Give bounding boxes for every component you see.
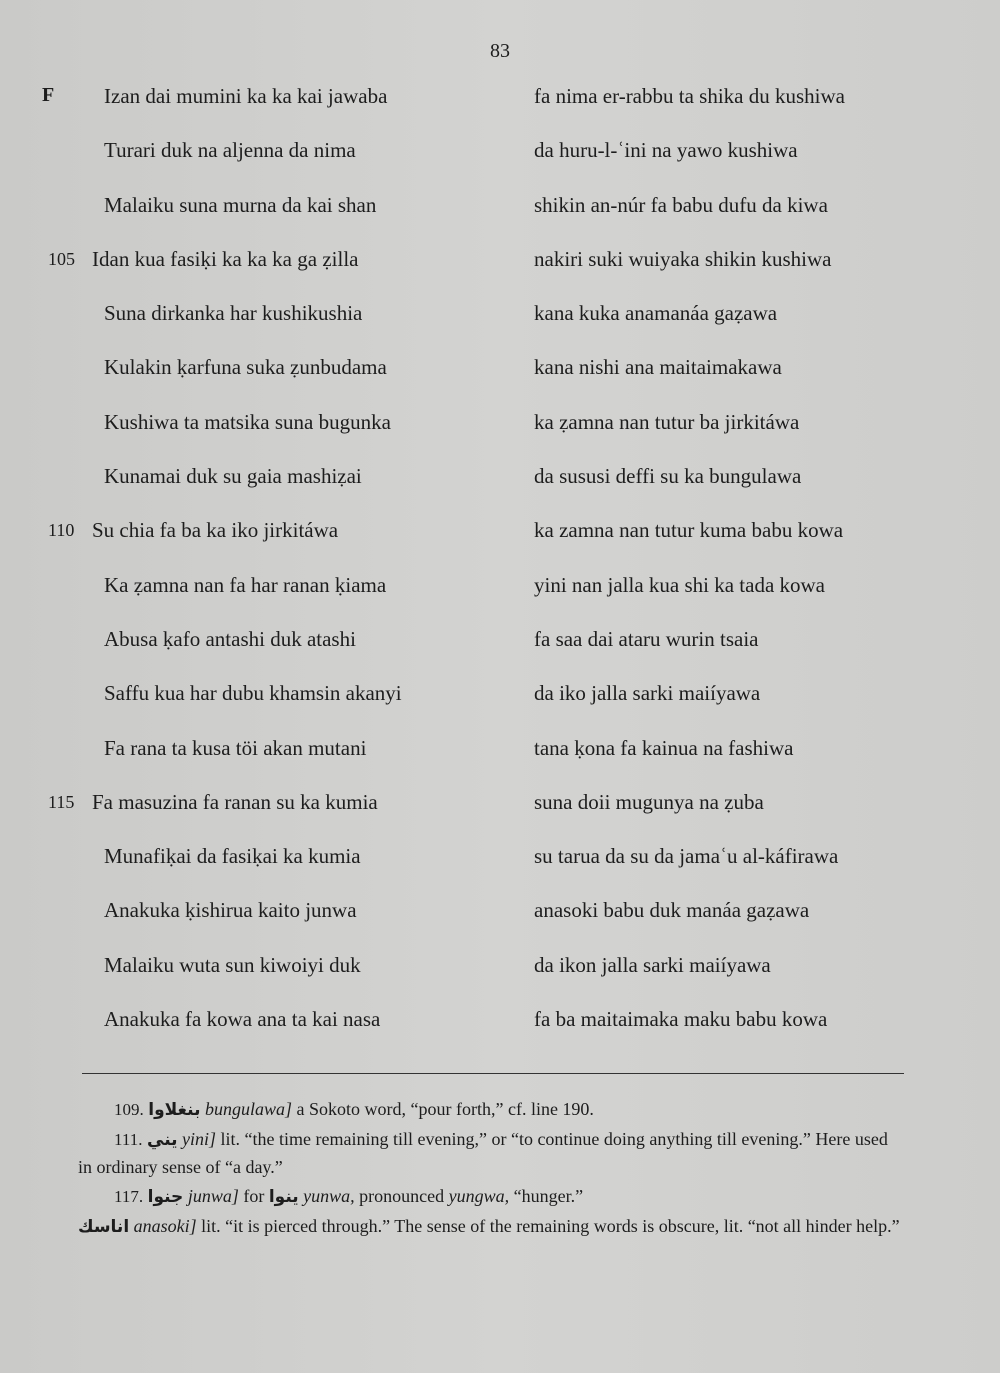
verse-text: suna doii mugunya na ẓuba [534, 789, 764, 814]
verse-line [512, 464, 982, 518]
verse-text: fa nima er-rabbu ta shika du kushiwa [534, 84, 845, 108]
verse-text: Ka ẓamna nan fa har ranan ḳiama [104, 572, 387, 597]
verse-line [40, 193, 490, 247]
verse-line [512, 84, 982, 138]
verse-text: su tarua da su da jamaʿu al-káfirawa [534, 844, 839, 869]
line-number: 110 [48, 520, 75, 541]
right-column-verses [512, 84, 982, 1061]
verse-text: Kushiwa ta matsika suna bugunka [104, 409, 391, 434]
verse-text: Fa rana ta kusa töi akan mutani [104, 735, 367, 760]
verse-text: Turari duk na aljenna da nima [104, 138, 356, 163]
footnote-rule [82, 1073, 904, 1074]
verse-line [40, 301, 490, 355]
verse-line [40, 627, 490, 681]
footnote-117-anasoki: اناسك anasoki] lit. “it is pierced through.” The sense of the remaining words is obscure, lit. “not all hinder help.” [78, 1216, 900, 1237]
verse-line [512, 410, 982, 464]
line-number: 105 [48, 248, 75, 269]
verse-text: Su chia fa ba ka iko jirkitáwa [92, 518, 339, 543]
verse-text: shikin an-núr fa babu dufu da kiwa [534, 192, 828, 217]
verse-text: Malaiku suna murna da kai shan [104, 192, 377, 217]
verse-line [40, 247, 490, 301]
verse-line [40, 1007, 490, 1061]
verse-text: da ikon jalla sarki maiíyawa [534, 952, 771, 977]
verse-line [40, 84, 490, 138]
verse-line [512, 627, 982, 681]
verse-line [512, 247, 982, 301]
verse-line [512, 953, 982, 1007]
verse-text: Malaiku wuta sun kiwoiyi duk [104, 952, 361, 977]
verse-line [40, 953, 490, 1007]
verse-line [40, 790, 490, 844]
verse-text: Anakuka ḳishirua kaito junwa [104, 898, 357, 923]
line-number: 115 [48, 791, 75, 812]
verse-line [512, 1007, 982, 1061]
transliteration: yunwa, [303, 1186, 355, 1206]
verse-text: anasoki babu duk manáa gaẓawa [534, 898, 810, 923]
verse-line [512, 138, 982, 192]
arabic-word: يني [147, 1130, 178, 1150]
verse-line [40, 898, 490, 952]
transliteration: junwa] [187, 1186, 239, 1206]
verse-line [512, 355, 982, 409]
verse-text: yini nan jalla kua shi ka tada kowa [534, 572, 825, 597]
verse-line [512, 898, 982, 952]
verse-line [512, 844, 982, 898]
verse-line [40, 844, 490, 898]
verse-line [40, 681, 490, 735]
verse-text: Fa masuzina fa ranan su ka kumia [92, 789, 378, 814]
verse-line [40, 518, 490, 572]
verse-text: ka ẓamna nan tutur ba jirkitáwa [534, 409, 800, 434]
page-number: 83 [490, 40, 510, 62]
verse-line [40, 736, 490, 790]
footnote-111: 111. يني yini] lit. “the time remaining till evening,” or “to continue doing anything till evening.” Here used in ordinary sense of “a day.” [78, 1129, 888, 1177]
footnotes [78, 1096, 904, 1243]
verse-text: fa saa dai ataru wurin tsaia [534, 626, 759, 651]
verse-line [512, 573, 982, 627]
verse-text: fa ba maitaimaka maku babu kowa [534, 1007, 828, 1032]
verse-text: kana nishi ana maitaimakawa [534, 355, 782, 380]
verse-line [40, 355, 490, 409]
verse-text: kana kuka anamanáa gaẓawa [534, 301, 778, 326]
verse-line [40, 138, 490, 192]
arabic-word: جنوا [147, 1187, 184, 1207]
verse-text: Izan dai mumini ka ka kai jawaba [104, 84, 388, 108]
verse-text: da huru-l-ʿini na yawo kushiwa [534, 138, 798, 163]
arabic-word: بنغلاوا [148, 1100, 201, 1120]
verse-text: ka zamna nan tutur kuma babu kowa [534, 518, 844, 543]
verse-line [512, 518, 982, 572]
verse-line [512, 736, 982, 790]
verse-text: Munafiḳai da fasiḳai ka kumia [104, 844, 361, 869]
transliteration: anasoki] [133, 1216, 197, 1236]
verse-text: Saffu kua har dubu khamsin akanyi [104, 681, 402, 706]
verse-line [512, 193, 982, 247]
verse-text: Anakuka fa kowa ana ta kai nasa [104, 1007, 381, 1032]
verse-text: da sususi deffi su ka bungulawa [534, 464, 802, 489]
verse-line [512, 681, 982, 735]
verse-line [40, 410, 490, 464]
verse-text: da iko jalla sarki maiíyawa [534, 681, 761, 706]
verse-text: Suna dirkanka har kushikushia [104, 301, 363, 326]
verse-text: Idan kua fasiḳi ka ka ka ga ẓilla [92, 246, 359, 271]
verse-line [40, 464, 490, 518]
verse-text: nakiri suki wuiyaka shikin kushiwa [534, 246, 832, 271]
arabic-word: ينوا [268, 1187, 299, 1207]
arabic-word: اناسك [78, 1217, 130, 1237]
verse-line [512, 301, 982, 355]
footnote-109: 109. بنغلاوا bungulawa] a Sokoto word, “pour forth,” cf. line 190. [114, 1099, 594, 1120]
verse-text: Kunamai duk su gaia mashiẓai [104, 464, 362, 489]
transliteration: yini] [182, 1129, 217, 1149]
verse-line [40, 573, 490, 627]
left-column-verses [40, 84, 490, 1061]
transliteration: bungulawa] [204, 1099, 292, 1119]
footnote-117: 117. جنوا junwa] for ينوا yunwa, pronounced yungwa, “hunger.” [114, 1186, 584, 1207]
verse-text: Abusa ḳafo antashi duk atashi [104, 626, 356, 651]
verse-line [512, 790, 982, 844]
verse-text: Kulakin ḳarfuna suka ẓunbudama [104, 355, 387, 380]
transliteration: yungwa, [448, 1186, 510, 1206]
section-letter: F [42, 84, 55, 106]
verse-text: tana ḳona fa kainua na fashiwa [534, 735, 794, 760]
